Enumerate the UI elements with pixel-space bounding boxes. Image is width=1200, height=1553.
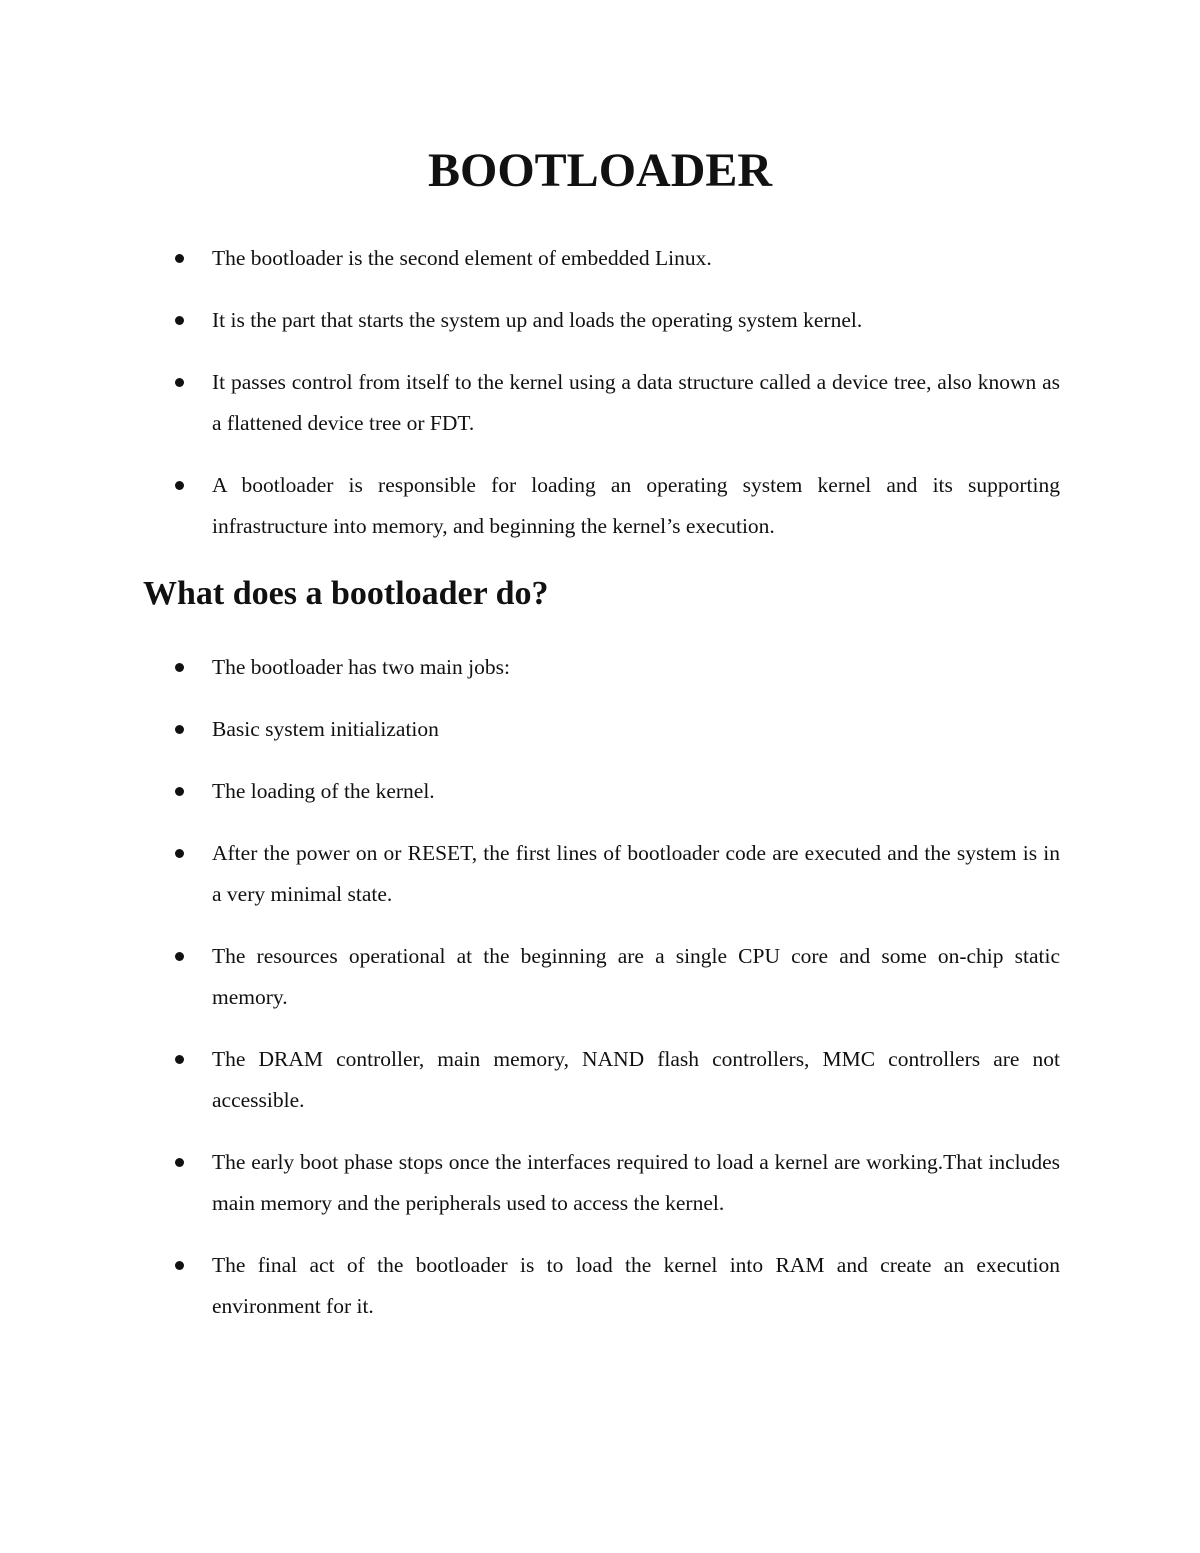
bullet-icon bbox=[175, 481, 184, 490]
list-item bbox=[0, 771, 1060, 812]
list-item bbox=[0, 647, 1060, 688]
list-item bbox=[0, 300, 1060, 341]
list-item bbox=[0, 362, 1060, 444]
list-item bbox=[0, 709, 1060, 750]
list-item-text: Basic system initialization bbox=[212, 717, 439, 741]
bullet-icon bbox=[175, 1055, 184, 1064]
bullet-icon bbox=[175, 849, 184, 858]
bullet-icon bbox=[175, 254, 184, 263]
section-heading: What does a bootloader do? bbox=[143, 575, 549, 612]
list-item-text: A bootloader is responsible for loading an operating system kernel and its supporting infrastructure into memory, and beginning the kernel’s execution. bbox=[212, 473, 1060, 538]
list-item bbox=[0, 833, 1060, 915]
list-item-text: It passes control from itself to the kernel using a data structure called a device tree, also known as a flattened device tree or FDT. bbox=[212, 370, 1060, 435]
list-item-text: The final act of the bootloader is to load the kernel into RAM and create an execution environment for it. bbox=[212, 1253, 1060, 1318]
list-item-text: The resources operational at the beginning are a single CPU core and some on-chip static memory. bbox=[212, 944, 1060, 1009]
list-item bbox=[0, 465, 1060, 547]
intro-bullet-list bbox=[0, 238, 1200, 568]
bullet-icon bbox=[175, 952, 184, 961]
bullet-icon bbox=[175, 378, 184, 387]
list-item bbox=[0, 1245, 1060, 1327]
bullet-icon bbox=[175, 663, 184, 672]
bullet-icon bbox=[175, 725, 184, 734]
list-item-text: The bootloader has two main jobs: bbox=[212, 655, 510, 679]
details-bullet-list bbox=[0, 647, 1200, 1348]
list-item bbox=[0, 238, 1060, 279]
bullet-icon bbox=[175, 1261, 184, 1270]
list-item-text: It is the part that starts the system up and loads the operating system kernel. bbox=[212, 308, 863, 332]
list-item-text: The DRAM controller, main memory, NAND flash controllers, MMC controllers are not accessible. bbox=[212, 1047, 1060, 1112]
list-item bbox=[0, 936, 1060, 1018]
list-item-text: After the power on or RESET, the first lines of bootloader code are executed and the system is in a very minimal state. bbox=[212, 841, 1060, 906]
list-item bbox=[0, 1039, 1060, 1121]
list-item-text: The early boot phase stops once the interfaces required to load a kernel are working.That includes main memory and the peripherals used to access the kernel. bbox=[212, 1150, 1060, 1215]
bullet-icon bbox=[175, 316, 184, 325]
page-title: BOOTLOADER bbox=[427, 144, 773, 197]
bullet-icon bbox=[175, 1158, 184, 1167]
list-item-text: The bootloader is the second element of embedded Linux. bbox=[212, 246, 712, 270]
list-item bbox=[0, 1142, 1060, 1224]
list-item-text: The loading of the kernel. bbox=[212, 779, 435, 803]
bullet-icon bbox=[175, 787, 184, 796]
